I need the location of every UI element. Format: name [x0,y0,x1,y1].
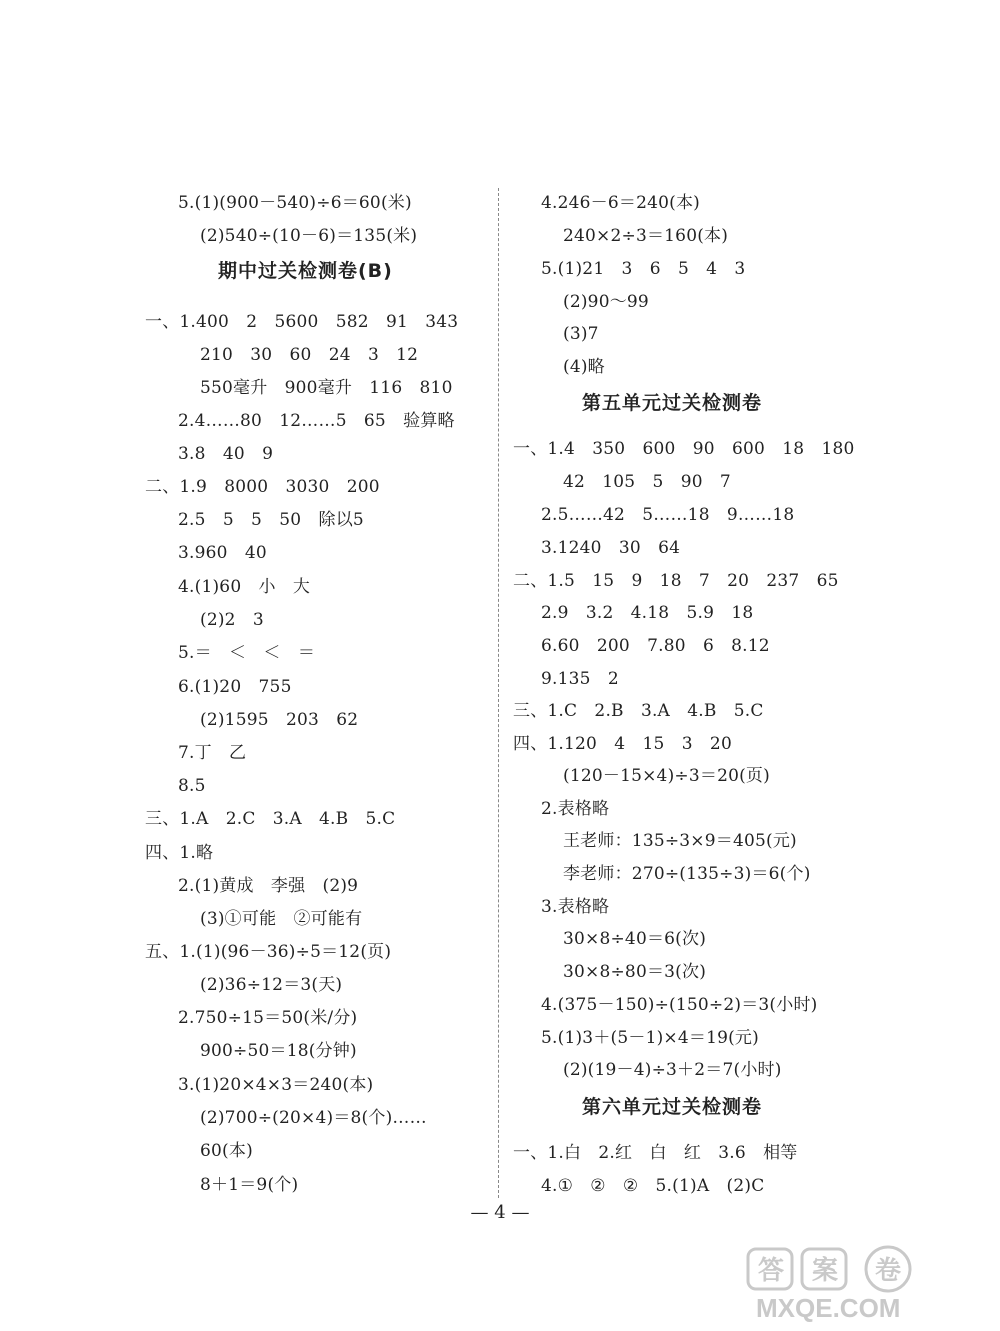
answer-line: 4.① ② ② 5.(1)A (2)C [541,1176,765,1196]
answer-line: 2.750÷15＝50(米/分) [178,1008,358,1028]
answer-line: 王老师：135÷3×9＝405(元) [563,831,797,851]
answer-line: 4.(1)60 小 大 [178,577,311,597]
answer-line: (2)2 3 [200,610,264,630]
answer-line: 3.(1)20×4×3＝240(本) [178,1075,374,1095]
answer-line: 三、1.C 2.B 3.A 4.B 5.C [513,701,764,721]
section-heading: 期中过关检测卷(B) [218,260,393,282]
answer-line: 四、1.120 4 15 3 20 [513,734,732,754]
answer-line: (2)1595 203 62 [200,710,359,730]
answer-line: 二、1.9 8000 3030 200 [145,477,380,497]
answer-line: (2)540÷(10－6)＝135(米) [200,226,418,246]
svg-text:答: 答 [758,1255,785,1285]
answer-line: 2.9 3.2 4.18 5.9 18 [541,603,754,623]
answer-line: 一、1.400 2 5600 582 91 343 [145,312,459,332]
answer-line: (120－15×4)÷3＝20(页) [563,766,770,786]
answer-line: (3)7 [563,324,599,344]
answer-line: 2.(1)黄成 李强 (2)9 [178,876,359,896]
section-heading: 第五单元过关检测卷 [582,392,763,414]
answer-line: (2)90～99 [563,292,649,312]
answer-line: (2)(19－4)÷3＋2＝7(小时) [563,1060,782,1080]
answer-line: 2.4……80 12……5 65 验算略 [178,411,455,431]
answer-line: 2.5 5 5 50 除以5 [178,510,364,530]
answer-line: 6.60 200 7.80 6 8.12 [541,636,770,656]
answer-line: 8＋1＝9(个) [200,1175,299,1195]
section-heading: 第六单元过关检测卷 [582,1096,763,1118]
answer-line: (2)700÷(20×4)＝8(个)…… [200,1108,427,1128]
answer-line: 5.(1)21 3 6 5 4 3 [541,259,746,279]
answer-logo-icon [738,1243,978,1323]
answer-line: 900÷50＝18(分钟) [200,1041,357,1061]
answer-line: (2)36÷12＝3(天) [200,975,343,995]
answer-line: 2.5……42 5……18 9……18 [541,505,795,525]
svg-text:卷: 卷 [875,1255,902,1285]
answer-line: 3.8 40 9 [178,444,274,464]
answer-line: (4)略 [563,357,605,377]
answer-line: 李老师：270÷(135÷3)＝6(个) [563,864,811,884]
watermark-text: MXQE.COM [756,1293,901,1323]
answer-line: 3.960 40 [178,543,267,563]
answer-line: 2.表格略 [541,799,610,819]
answer-line: 30×8÷80＝3(次) [563,962,707,982]
answer-line: 240×2÷3＝160(本) [563,226,729,246]
answer-line: 5.(1)(900－540)÷6＝60(米) [178,193,412,213]
answer-line: (3)①可能 ②可能有 [200,909,363,929]
answer-line: 42 105 5 90 7 [563,472,731,492]
page-number: — 4 — [470,1202,530,1223]
answer-line: 四、1.略 [145,843,214,863]
answer-line: 二、1.5 15 9 18 7 20 237 65 [513,571,839,591]
answer-line: 三、1.A 2.C 3.A 4.B 5.C [145,809,396,829]
answer-line: 一、1.4 350 600 90 600 18 180 [513,439,855,459]
answer-line: 7.丁 乙 [178,743,247,763]
answer-line: 5.＝ ＜ ＜ ＝ [178,643,316,663]
answer-line: 5.(1)3＋(5－1)×4＝19(元) [541,1028,759,1048]
answer-line: 一、1.白 2.红 白 红 3.6 相等 [513,1143,798,1163]
answer-line: 6.(1)20 755 [178,677,292,697]
answer-line: 五、1.(1)(96－36)÷5＝12(页) [145,942,392,962]
answer-line: 4.246－6＝240(本) [541,193,700,213]
answer-line: 3.1240 30 64 [541,538,681,558]
answer-line: 210 30 60 24 3 12 [200,345,419,365]
answer-line: 30×8÷40＝6(次) [563,929,707,949]
answer-line: 4.(375－150)÷(150÷2)＝3(小时) [541,995,818,1015]
answer-line: 3.表格略 [541,897,610,917]
site-watermark [738,1243,978,1323]
answer-line: 9.135 2 [541,669,619,689]
svg-text:案: 案 [812,1255,839,1285]
answer-line: 8.5 [178,776,206,796]
answer-line: 550毫升 900毫升 116 810 [200,378,453,398]
answer-line: 60(本) [200,1141,253,1161]
